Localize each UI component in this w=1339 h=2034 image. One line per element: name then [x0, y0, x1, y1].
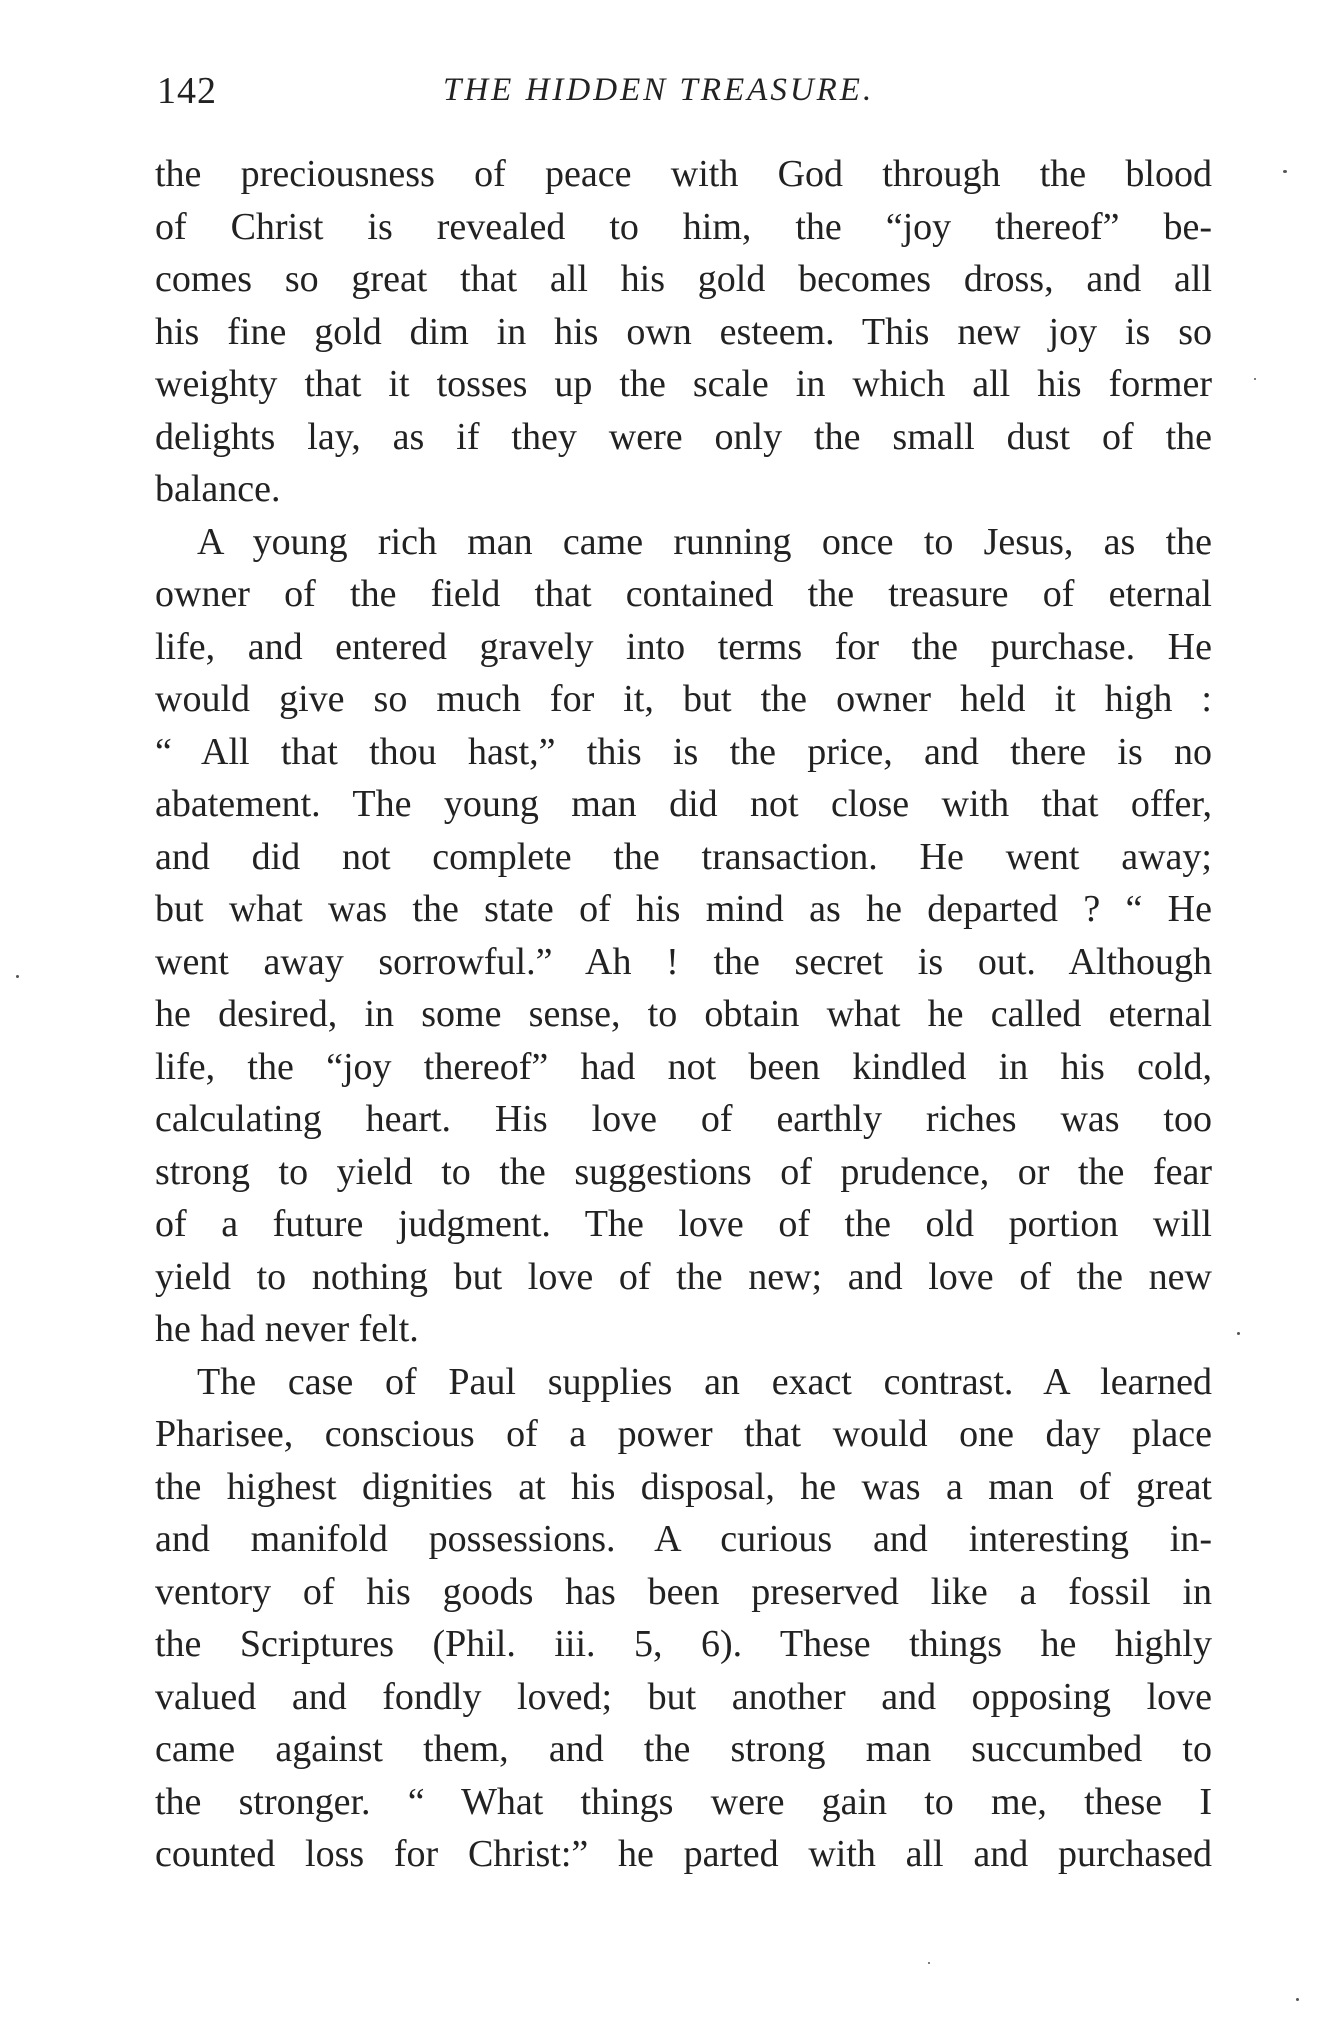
text-line: calculating heart. His love of earthly riches was too: [155, 1098, 1212, 1140]
scan-speck: [1237, 1332, 1240, 1335]
text-line: balance.: [155, 468, 281, 510]
paragraph-1: [155, 148, 1212, 516]
text-line: of a future judgment. The love of the old portion will: [155, 1203, 1212, 1245]
text-line: the highest dignities at his disposal, he was a man of great: [155, 1465, 1212, 1508]
text-line: ventory of his goods has been preserved like a fossil in: [155, 1570, 1212, 1613]
text-line: he had never felt.: [155, 1308, 419, 1350]
text-line: delights lay, as if they were only the small dust of the: [155, 415, 1212, 458]
text-line: Pharisee, conscious of a power that would one day place: [155, 1413, 1212, 1455]
text-line: but what was the state of his mind as he departed ? “ He: [155, 888, 1212, 930]
text-line: would give so much for it, but the owner held it high :: [155, 678, 1212, 720]
text-line: of Christ is revealed to him, the “joy thereof” be-: [155, 205, 1212, 248]
text-line: went away sorrowful.” Ah ! the secret is out. Although: [155, 940, 1212, 983]
text-line: abatement. The young man did not close with that offer,: [155, 783, 1212, 825]
text-line: and manifold possessions. A curious and interesting in-: [155, 1518, 1212, 1560]
text-line: valued and fondly loved; but another and opposing love: [155, 1675, 1212, 1718]
text-line: the Scriptures (Phil. iii. 5, 6). These things he highly: [155, 1623, 1212, 1665]
text-line: counted loss for Christ:” he parted with all and purchased: [155, 1833, 1212, 1875]
body-text: [155, 148, 1212, 1881]
text-line: his fine gold dim in his own esteem. This new joy is so: [155, 310, 1212, 353]
scan-speck: [1296, 1998, 1299, 2001]
paragraph-2: [155, 516, 1212, 1356]
text-line: A young rich man came running once to Jesus, as the: [197, 520, 1212, 563]
page-number: 142: [157, 70, 217, 112]
text-line: yield to nothing but love of the new; and love of the new: [155, 1255, 1212, 1298]
scan-speck: [1283, 170, 1287, 173]
text-line: owner of the field that contained the treasure of eternal: [155, 573, 1212, 615]
scan-speck: [16, 975, 19, 978]
text-line: comes so great that all his gold becomes dross, and all: [155, 258, 1212, 300]
text-line: strong to yield to the suggestions of prudence, or the fear: [155, 1150, 1212, 1193]
scan-speck: [928, 1962, 930, 1964]
text-line: came against them, and the strong man succumbed to: [155, 1728, 1212, 1770]
text-line: life, and entered gravely into terms for the purchase. He: [155, 625, 1212, 668]
text-line: and did not complete the transaction. He went away;: [155, 835, 1212, 878]
text-line: life, the “joy thereof” had not been kindled in his cold,: [155, 1045, 1212, 1088]
text-line: “ All that thou hast,” this is the price, and there is no: [155, 730, 1212, 773]
text-line: the preciousness of peace with God through the blood: [155, 153, 1212, 195]
text-line: he desired, in some sense, to obtain what he called eternal: [155, 993, 1212, 1035]
scan-speck: [1254, 378, 1256, 380]
text-line: the stronger. “ What things were gain to me, these I: [155, 1780, 1212, 1823]
text-line: weighty that it tosses up the scale in which all his former: [155, 363, 1212, 405]
text-line: The case of Paul supplies an exact contrast. A learned: [197, 1360, 1212, 1403]
running-head: THE HIDDEN TREASURE.: [443, 72, 875, 108]
paragraph-3: [155, 1356, 1212, 1881]
